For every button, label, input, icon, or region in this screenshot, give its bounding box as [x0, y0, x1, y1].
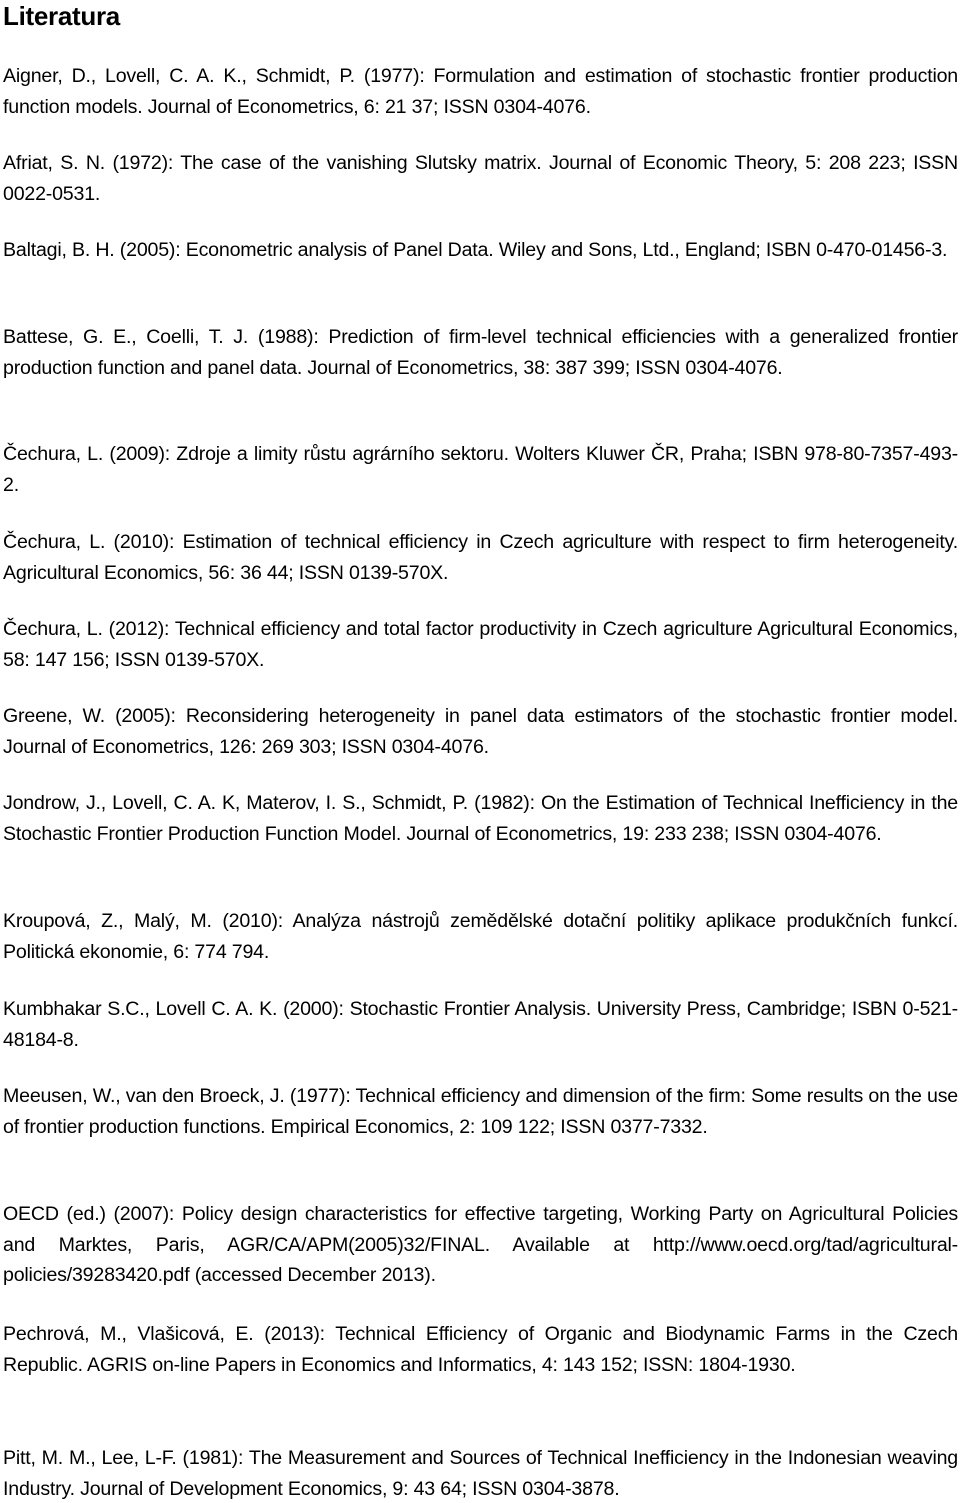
- reference-entry: Greene, W. (2005): Reconsidering heterogeneity in panel data estimators of the stochastic frontier model. Journal of Econometrics, 126: 269 303; ISSN 0304-4076.: [3, 705, 958, 758]
- reference-entry: Meeusen, W., van den Broeck, J. (1977): Technical efficiency and dimension of the firm: Some results on the use of frontier production functions. Empirical Economics, 2: 109 122; ISSN 0377-7332.: [3, 1085, 958, 1138]
- reference-entry: Baltagi, B. H. (2005): Econometric analysis of Panel Data. Wiley and Sons, Ltd., England; ISBN 0-470-01456-3.: [3, 239, 948, 261]
- section-heading: Literatura: [3, 1, 120, 31]
- reference-entry: Kroupová, Z., Malý, M. (2010): Analýza nástrojů zemědělské dotační politiky aplikace produkčních funkcí. Politická ekonomie, 6: 774 794.: [3, 910, 958, 963]
- reference-entry: OECD (ed.) (2007): Policy design characteristics for effective targeting, Working Party on Agricultural Policies and Marktes, Paris, AGR/CA/APM(2005)32/FINAL. Available at http://www.oecd.org/tad/agricultural-policies/39283420.pdf (accessed December 2013).: [3, 1203, 958, 1286]
- reference-entry: Pitt, M. M., Lee, L-F. (1981): The Measurement and Sources of Technical Inefficiency in the Indonesian weaving Industry. Journal of Development Economics, 9: 43 64; ISSN 0304-3878.: [3, 1447, 958, 1500]
- reference-entry: Kumbhakar S.C., Lovell C. A. K. (2000): Stochastic Frontier Analysis. University Press, Cambridge; ISBN 0-521-48184-8.: [3, 998, 958, 1051]
- reference-entry: Pechrová, M., Vlašicová, E. (2013): Technical Efficiency of Organic and Biodynamic Farms in the Czech Republic. AGRIS on-line Papers in Economics and Informatics, 4: 143 152; ISSN: 1804-1930.: [3, 1323, 958, 1376]
- reference-entry: Afriat, S. N. (1972): The case of the vanishing Slutsky matrix. Journal of Economic Theory, 5: 208 223; ISSN 0022-0531.: [3, 152, 958, 205]
- reference-entry: Čechura, L. (2012): Technical efficiency and total factor productivity in Czech agriculture Agricultural Economics, 58: 147 156; ISSN 0139-570X.: [3, 618, 958, 671]
- reference-entry: Čechura, L. (2009): Zdroje a limity růstu agrárního sektoru. Wolters Kluwer ČR, Praha; ISBN 978-80-7357-493-2.: [3, 443, 958, 496]
- reference-entry: Battese, G. E., Coelli, T. J. (1988): Prediction of firm-level technical efficiencies with a generalized frontier production function and panel data. Journal of Econometrics, 38: 387 399; ISSN 0304-4076.: [3, 326, 958, 379]
- reference-entry: Aigner, D., Lovell, C. A. K., Schmidt, P. (1977): Formulation and estimation of stochastic frontier production function models. Journal of Econometrics, 6: 21 37; ISSN 0304-4076.: [3, 65, 958, 118]
- reference-entry: Jondrow, J., Lovell, C. A. K, Materov, I. S., Schmidt, P. (1982): On the Estimation of Technical Inefficiency in the Stochastic Frontier Production Function Model. Journal of Econometrics, 19: 233 238; ISSN 0304-4076.: [3, 792, 958, 845]
- reference-entry: Čechura, L. (2010): Estimation of technical efficiency in Czech agriculture with respect to firm heterogeneity. Agricultural Economics, 56: 36 44; ISSN 0139-570X.: [3, 531, 958, 584]
